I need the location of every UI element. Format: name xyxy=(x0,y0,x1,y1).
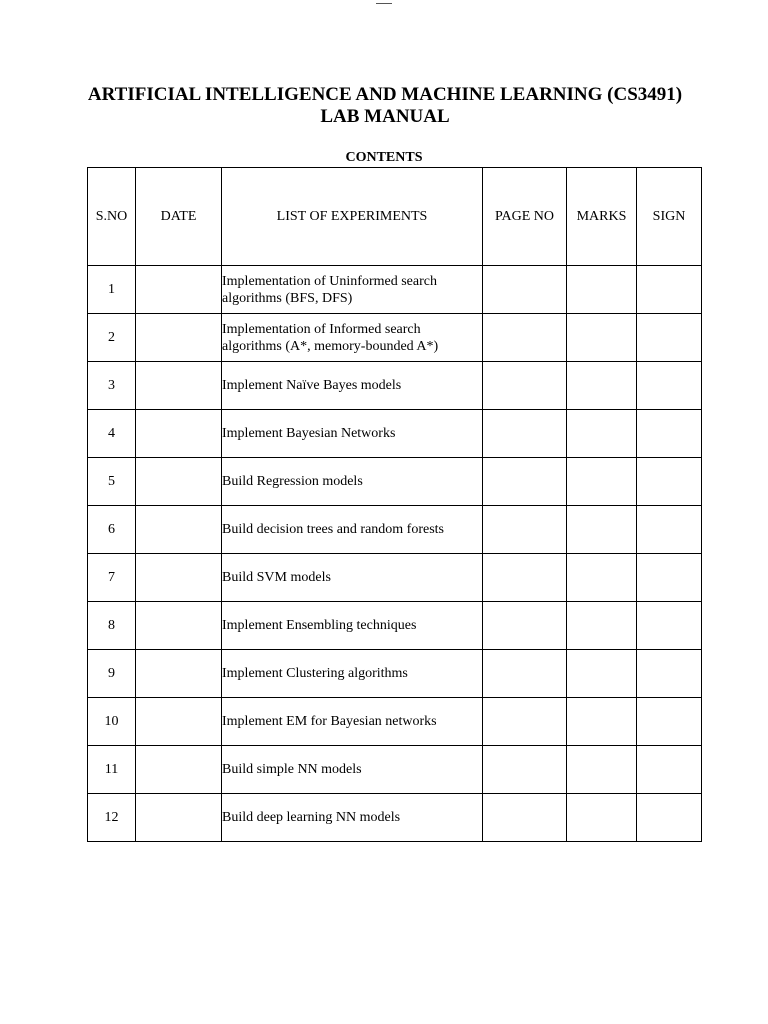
page-no-cell xyxy=(483,506,567,554)
marks-cell xyxy=(567,698,637,746)
page-no-cell xyxy=(483,794,567,842)
sno-cell: 6 xyxy=(88,506,136,554)
table-row xyxy=(88,362,702,410)
sign-cell xyxy=(637,458,702,506)
table-header-row xyxy=(88,168,702,266)
contents-table xyxy=(87,167,702,842)
marks-cell xyxy=(567,362,637,410)
experiment-cell: Build deep learning NN models xyxy=(222,794,483,842)
date-cell xyxy=(136,794,222,842)
table-row xyxy=(88,650,702,698)
sign-cell xyxy=(637,410,702,458)
date-cell xyxy=(136,602,222,650)
sign-cell xyxy=(637,506,702,554)
date-cell xyxy=(136,650,222,698)
marks-cell xyxy=(567,650,637,698)
sign-cell xyxy=(637,314,702,362)
experiment-cell: Build Regression models xyxy=(222,458,483,506)
page-no-cell xyxy=(483,362,567,410)
sign-cell xyxy=(637,698,702,746)
experiment-cell: Build SVM models xyxy=(222,554,483,602)
table-row xyxy=(88,506,702,554)
sno-cell: 7 xyxy=(88,554,136,602)
date-cell xyxy=(136,746,222,794)
sno-cell: 12 xyxy=(88,794,136,842)
page-no-cell xyxy=(483,410,567,458)
page-no-cell xyxy=(483,602,567,650)
date-cell xyxy=(136,314,222,362)
sign-cell xyxy=(637,554,702,602)
sign-cell xyxy=(637,602,702,650)
marks-cell xyxy=(567,458,637,506)
sno-cell: 3 xyxy=(88,362,136,410)
marks-cell xyxy=(567,506,637,554)
header-sign: SIGN xyxy=(637,168,702,266)
sign-cell xyxy=(637,746,702,794)
page-no-cell xyxy=(483,266,567,314)
table-row xyxy=(88,458,702,506)
sno-cell: 5 xyxy=(88,458,136,506)
marks-cell xyxy=(567,410,637,458)
sno-cell: 4 xyxy=(88,410,136,458)
sno-cell: 1 xyxy=(88,266,136,314)
header-marks: MARKS xyxy=(567,168,637,266)
table-row xyxy=(88,602,702,650)
experiment-cell: Build simple NN models xyxy=(222,746,483,794)
marks-cell xyxy=(567,266,637,314)
experiment-cell: Implement Clustering algorithms xyxy=(222,650,483,698)
table-row xyxy=(88,554,702,602)
sign-cell xyxy=(637,266,702,314)
experiment-cell: Build decision trees and random forests xyxy=(222,506,483,554)
document-title: ARTIFICIAL INTELLIGENCE AND MACHINE LEARNING (CS3491) LAB MANUAL xyxy=(87,84,683,127)
date-cell xyxy=(136,410,222,458)
header-sno: S.NO xyxy=(88,168,136,266)
page-no-cell xyxy=(483,458,567,506)
marks-cell xyxy=(567,554,637,602)
page-no-cell xyxy=(483,746,567,794)
experiment-cell: Implement Bayesian Networks xyxy=(222,410,483,458)
experiment-cell: Implementation of Informed search algorithms (A*, memory-bounded A*) xyxy=(222,314,483,362)
header-page-no: PAGE NO xyxy=(483,168,567,266)
date-cell xyxy=(136,266,222,314)
date-cell xyxy=(136,362,222,410)
table-row xyxy=(88,794,702,842)
date-cell xyxy=(136,458,222,506)
marks-cell xyxy=(567,314,637,362)
sno-cell: 2 xyxy=(88,314,136,362)
table-row xyxy=(88,266,702,314)
marks-cell xyxy=(567,746,637,794)
sign-cell xyxy=(637,794,702,842)
experiment-cell: Implementation of Uninformed search algorithms (BFS, DFS) xyxy=(222,266,483,314)
sno-cell: 8 xyxy=(88,602,136,650)
sign-cell xyxy=(637,362,702,410)
date-cell xyxy=(136,554,222,602)
marks-cell xyxy=(567,602,637,650)
contents-heading: CONTENTS xyxy=(345,150,423,165)
table-row xyxy=(88,746,702,794)
sign-cell xyxy=(637,650,702,698)
page-no-cell xyxy=(483,698,567,746)
sno-cell: 10 xyxy=(88,698,136,746)
table-row xyxy=(88,698,702,746)
table-row xyxy=(88,410,702,458)
page-top-mark xyxy=(376,0,392,4)
sno-cell: 9 xyxy=(88,650,136,698)
page-no-cell xyxy=(483,314,567,362)
page-no-cell xyxy=(483,554,567,602)
header-experiments: LIST OF EXPERIMENTS xyxy=(222,168,483,266)
marks-cell xyxy=(567,794,637,842)
table-row xyxy=(88,314,702,362)
page-no-cell xyxy=(483,650,567,698)
experiment-cell: Implement Ensembling techniques xyxy=(222,602,483,650)
experiment-cell: Implement EM for Bayesian networks xyxy=(222,698,483,746)
date-cell xyxy=(136,698,222,746)
header-date: DATE xyxy=(136,168,222,266)
experiment-cell: Implement Naïve Bayes models xyxy=(222,362,483,410)
sno-cell: 11 xyxy=(88,746,136,794)
date-cell xyxy=(136,506,222,554)
